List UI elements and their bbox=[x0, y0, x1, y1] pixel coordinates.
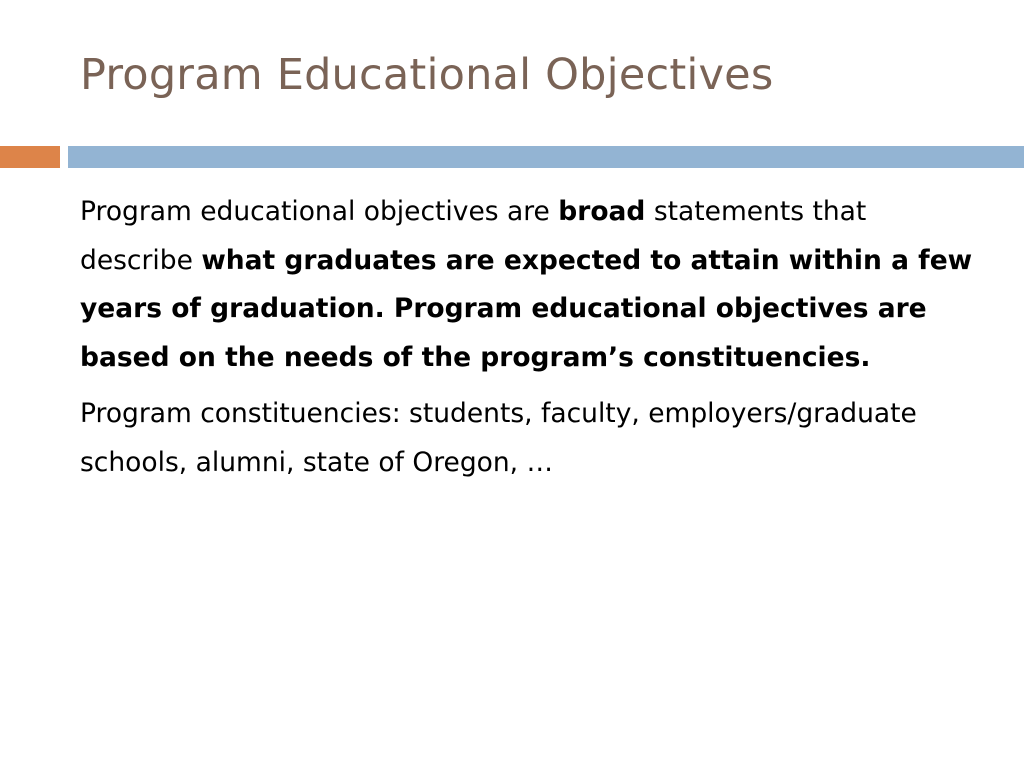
paragraph-text: statements that describe bbox=[80, 196, 867, 276]
accent-bar-blue bbox=[68, 146, 1024, 168]
paragraph-definition bbox=[80, 188, 980, 382]
paragraph-constituencies bbox=[80, 390, 980, 487]
paragraph-bold-text: what graduates are expected to attain within a few years of graduation. Program educational objectives are based on the needs of the program’s constituencies. bbox=[80, 244, 973, 373]
accent-bar-orange bbox=[0, 146, 60, 168]
paragraph-text: Program educational objectives are bbox=[80, 196, 559, 227]
slide-body bbox=[80, 188, 980, 495]
slide-title: Program Educational Objectives bbox=[80, 50, 774, 100]
paragraph-bold-text: broad bbox=[558, 196, 646, 227]
paragraph-text: Program constituencies: students, faculty, employers/graduate schools, alumni, state of Oregon, … bbox=[80, 398, 917, 478]
